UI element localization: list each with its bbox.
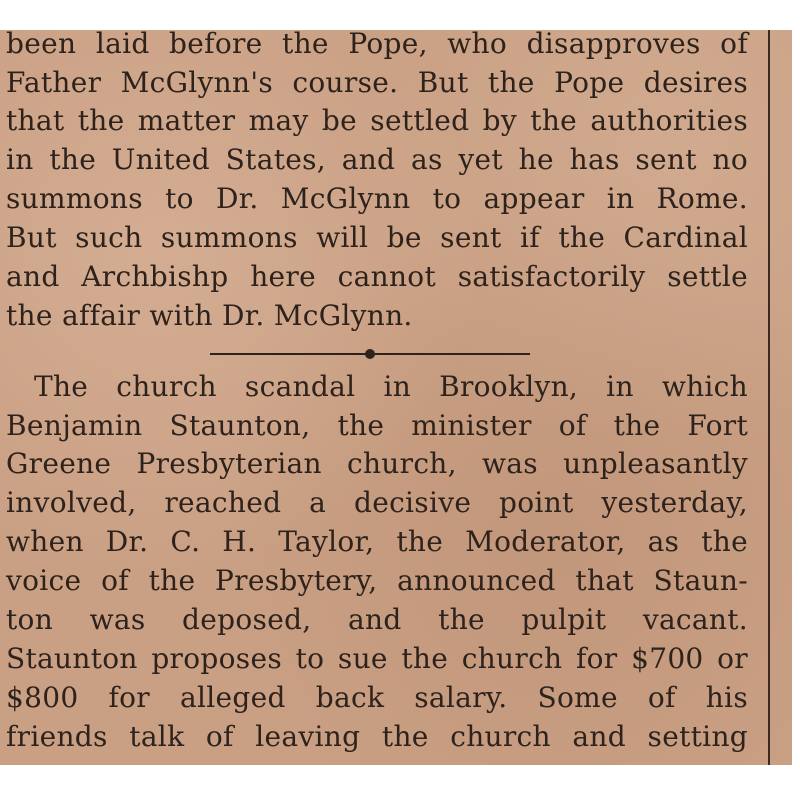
column-rule [768,30,770,765]
paragraph1-line: been laid before the Pope, who disapproves of [6,30,748,60]
paragraph2-line: Staunton proposes to sue the church for $700 or [6,642,748,675]
paragraph1-line: summons to Dr. McGlynn to appear in Rome. [6,182,748,215]
paragraph2-line: Benjamin Staunton, the minister of the Fort [6,409,748,442]
paragraph1-line: in the United States, and as yet he has sent no [6,143,748,176]
paragraph2-line: involved, reached a decisive point yesterday, [6,486,748,519]
paragraph1-line: But such summons will be sent if the Cardinal [6,221,748,254]
paragraph2-line: friends talk of leaving the church and setting [6,720,748,753]
section-separator-dot [365,349,375,359]
paragraph2-line: ton was deposed, and the pulpit vacant. [6,603,748,636]
paragraph1-line: and Archbishp here cannot satisfactorily settle [6,260,748,293]
paragraph2-line: The church scandal in Brooklyn, in which [34,370,748,403]
paragraph1-line: Father McGlynn's course. But the Pope desires [6,66,748,99]
paragraph2-line: $800 for alleged back salary. Some of his [6,681,748,714]
newspaper-clipping [0,30,792,765]
paragraph2-line: when Dr. C. H. Taylor, the Moderator, as the [6,525,748,558]
paragraph1-line: the affair with Dr. McGlynn. [6,299,413,332]
paragraph1-line: that the matter may be settled by the authorities [6,104,748,137]
paragraph2-line: voice of the Presbytery, announced that Staun- [6,564,748,597]
paragraph2-line: Greene Presbyterian church, was unpleasantly [6,447,748,480]
